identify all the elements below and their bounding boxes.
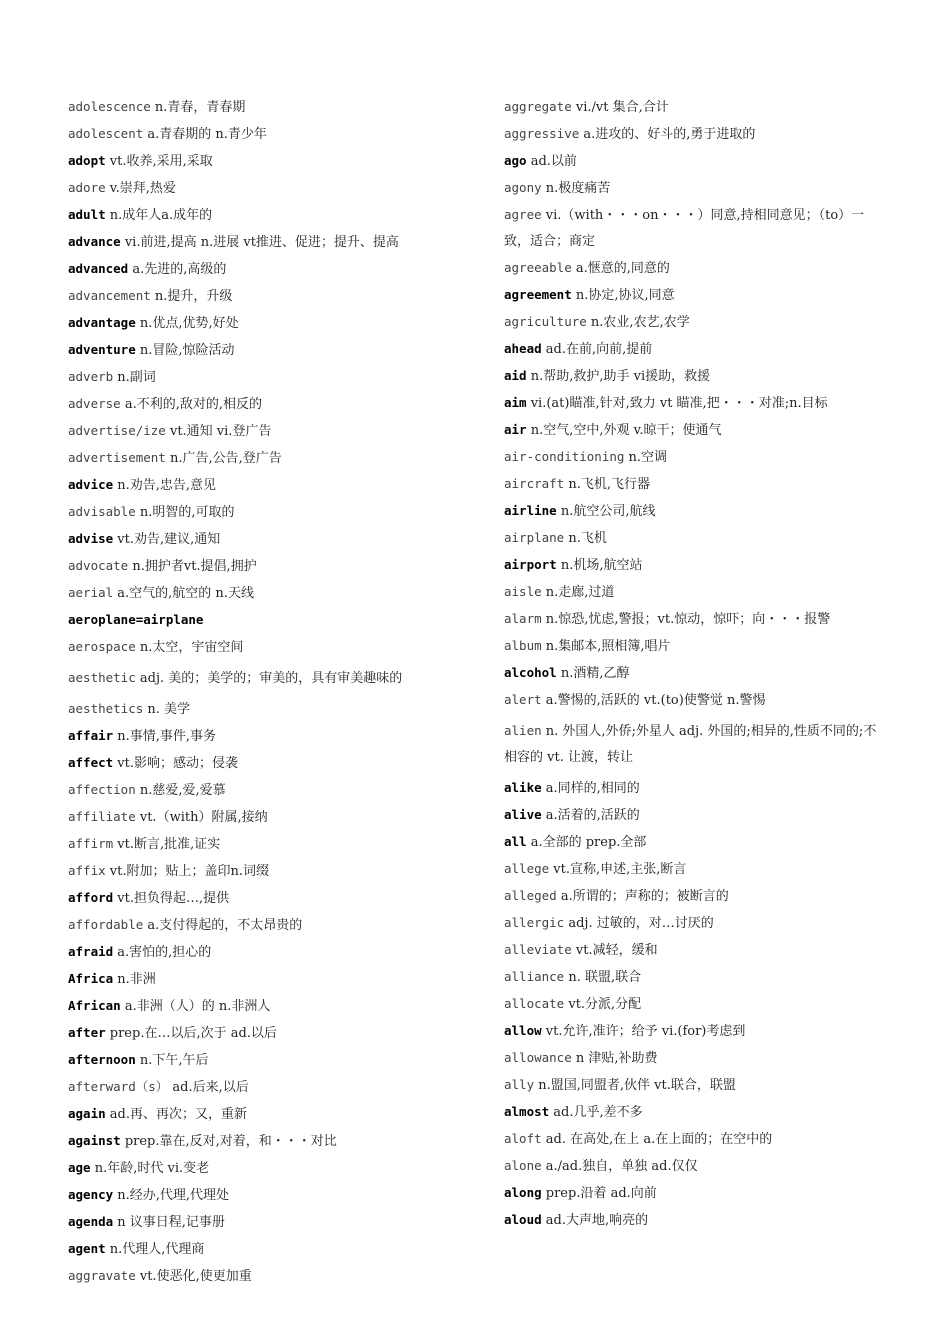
entry-definition: a.害怕的,担心的 bbox=[113, 945, 212, 960]
dictionary-entry bbox=[504, 282, 886, 309]
entry-definition: n.盟国,同盟者,伙伴 vt.联合，联盟 bbox=[534, 1078, 736, 1093]
entry-word: advantage bbox=[68, 315, 136, 330]
entry-definition: ad. 在高处,在上 a.在上面的；在空中的 bbox=[541, 1132, 773, 1147]
entry-definition: a.活着的,活跃的 bbox=[541, 808, 640, 823]
entry-definition: v.崇拜,热爱 bbox=[105, 181, 176, 196]
entry-word: adventure bbox=[68, 342, 136, 357]
entry-definition: n.非洲 bbox=[113, 972, 156, 987]
dictionary-entry bbox=[504, 121, 886, 148]
entry-definition: a.非洲（人）的 n.非洲人 bbox=[120, 999, 271, 1014]
dictionary-entry bbox=[68, 256, 468, 283]
entry-word: affiliate bbox=[68, 809, 136, 824]
entry-definition: a.同样的,相同的 bbox=[541, 781, 640, 796]
entry-word: affirm bbox=[68, 836, 114, 851]
entry-word: agency bbox=[68, 1187, 114, 1202]
entry-definition: a.支付得起的，不太昂贵的 bbox=[143, 918, 303, 933]
dictionary-entry bbox=[504, 856, 886, 883]
entry-definition: vt.劝告,建议,通知 bbox=[113, 532, 221, 547]
dictionary-entry bbox=[68, 1074, 468, 1101]
entry-word: advance bbox=[68, 234, 121, 249]
dictionary-entry bbox=[68, 723, 468, 750]
dictionary-entry bbox=[504, 1072, 886, 1099]
entry-word: advocate bbox=[68, 558, 129, 573]
dictionary-entry bbox=[68, 553, 468, 580]
entry-word: alone bbox=[504, 1158, 542, 1173]
dictionary-entry bbox=[504, 606, 886, 633]
dictionary-entry bbox=[68, 121, 468, 148]
entry-word: allergic bbox=[504, 915, 565, 930]
entry-word: advertise/ize bbox=[68, 423, 166, 438]
entry-definition: n.酒精,乙醇 bbox=[556, 666, 630, 681]
entry-definition: n.冒险,惊险活动 bbox=[135, 343, 235, 358]
entry-definition: n.青春，青春期 bbox=[150, 100, 246, 115]
dictionary-entry bbox=[68, 665, 468, 692]
dictionary-entry bbox=[68, 526, 468, 553]
dictionary-entry bbox=[68, 418, 468, 445]
entry-word: adult bbox=[68, 207, 106, 222]
entry-word: adolescent bbox=[68, 126, 144, 141]
entry-definition: n.年龄,时代 vi.变老 bbox=[90, 1161, 210, 1176]
dictionary-entry bbox=[504, 255, 886, 282]
entry-word: affix bbox=[68, 863, 106, 878]
dictionary-entry bbox=[68, 283, 468, 310]
entry-word: agony bbox=[504, 180, 542, 195]
entry-definition: n.太空，宇宙空间 bbox=[135, 640, 244, 655]
entry-definition: vt.担负得起…,提供 bbox=[113, 891, 230, 906]
dictionary-entry bbox=[504, 175, 886, 202]
entry-word: aim bbox=[504, 395, 527, 410]
dictionary-entry bbox=[68, 912, 468, 939]
entry-word: alliance bbox=[504, 969, 565, 984]
entry-definition: a./ad.独自，单独 ad.仅仅 bbox=[541, 1159, 698, 1174]
dictionary-entry bbox=[68, 1209, 468, 1236]
entry-definition: n.提升，升级 bbox=[150, 289, 233, 304]
entry-word: advanced bbox=[68, 261, 129, 276]
dictionary-entry bbox=[504, 802, 886, 829]
dictionary-entry bbox=[68, 1236, 468, 1263]
dictionary-entry bbox=[504, 390, 886, 417]
entry-word: afternoon bbox=[68, 1052, 136, 1067]
entry-word: all bbox=[504, 834, 527, 849]
entry-definition: vt.减轻，缓和 bbox=[571, 943, 658, 958]
dictionary-entry bbox=[504, 148, 886, 175]
entry-definition: n.广告,公告,登广告 bbox=[165, 451, 282, 466]
entry-word: airline bbox=[504, 503, 557, 518]
entry-word: alien bbox=[504, 723, 542, 738]
entry-definition: n.劝告,忠告,意见 bbox=[113, 478, 217, 493]
dictionary-entry bbox=[504, 309, 886, 336]
entry-definition: n.空调 bbox=[624, 450, 668, 465]
dictionary-entry bbox=[68, 607, 468, 634]
entry-definition: n.成年人a.成年的 bbox=[105, 208, 213, 223]
entry-word: air bbox=[504, 422, 527, 437]
entry-word: allege bbox=[504, 861, 550, 876]
entry-word: along bbox=[504, 1185, 542, 1200]
dictionary-entry bbox=[68, 831, 468, 858]
entry-definition: ad.以前 bbox=[526, 154, 577, 169]
dictionary-entry bbox=[504, 1153, 886, 1180]
entry-word: allocate bbox=[504, 996, 565, 1011]
dictionary-entry bbox=[504, 883, 886, 910]
dictionary-entry bbox=[504, 363, 886, 390]
entry-word: again bbox=[68, 1106, 106, 1121]
dictionary-entry bbox=[68, 445, 468, 472]
entry-word: agreement bbox=[504, 287, 572, 302]
dictionary-entry bbox=[504, 991, 886, 1018]
entry-definition: n.明智的,可取的 bbox=[135, 505, 235, 520]
dictionary-entry bbox=[68, 1047, 468, 1074]
entry-definition: a.不利的,敌对的,相反的 bbox=[120, 397, 262, 412]
entry-definition: adj. 美的；美学的；审美的，具有审美趣味的 bbox=[135, 671, 403, 686]
dictionary-entry bbox=[68, 364, 468, 391]
dictionary-entry bbox=[68, 229, 468, 256]
dictionary-entry bbox=[504, 910, 886, 937]
dictionary-entry bbox=[68, 1101, 468, 1128]
entry-definition: prep.靠在,反对,对着，和・・・对比 bbox=[120, 1134, 337, 1149]
entry-definition: a.空气的,航空的 n.天线 bbox=[113, 586, 254, 601]
dictionary-entry bbox=[68, 310, 468, 337]
entry-word: alert bbox=[504, 692, 542, 707]
dictionary-entry bbox=[68, 337, 468, 364]
entry-definition: vt.通知 vi.登广告 bbox=[165, 424, 272, 439]
entry-word: alive bbox=[504, 807, 542, 822]
dictionary-entry bbox=[504, 444, 886, 471]
dictionary-entry bbox=[68, 175, 468, 202]
entry-word: aeroplane=airplane bbox=[68, 612, 204, 627]
entry-definition: ad.后来,以后 bbox=[168, 1080, 249, 1095]
entry-definition: n.航空公司,航线 bbox=[556, 504, 656, 519]
entry-definition: vi.（with・・・on・・・）同意,持相同意见；（to）一致，适合；商定 bbox=[504, 208, 865, 249]
dictionary-entry bbox=[68, 499, 468, 526]
dictionary-entry bbox=[68, 777, 468, 804]
entry-word: alcohol bbox=[504, 665, 557, 680]
entry-definition: n. 联盟,联合 bbox=[564, 970, 642, 985]
entry-definition: a.青春期的 n.青少年 bbox=[143, 127, 267, 142]
entry-word: aloud bbox=[504, 1212, 542, 1227]
entry-word: ago bbox=[504, 153, 527, 168]
dictionary-entry bbox=[68, 634, 468, 661]
entry-definition: vt.使恶化,使更加重 bbox=[135, 1269, 252, 1284]
entry-definition: n.优点,优势,好处 bbox=[135, 316, 239, 331]
dictionary-entry bbox=[504, 1180, 886, 1207]
entry-definition: vt.宣称,申述,主张,断言 bbox=[549, 862, 687, 877]
entry-word: advisable bbox=[68, 504, 136, 519]
dictionary-entry bbox=[68, 939, 468, 966]
entry-word: affordable bbox=[68, 917, 144, 932]
entry-definition: n.惊恐,忧虑,警报；vt.惊动，惊吓；向・・・报警 bbox=[541, 612, 831, 627]
entry-word: agree bbox=[504, 207, 542, 222]
entry-word: agenda bbox=[68, 1214, 114, 1229]
entry-definition: vt.附加；贴上；盖印n.词缀 bbox=[105, 864, 269, 879]
entry-word: alike bbox=[504, 780, 542, 795]
dictionary-entry bbox=[68, 858, 468, 885]
entry-word: aesthetics bbox=[68, 701, 144, 716]
entry-definition: n.极度痛苦 bbox=[541, 181, 611, 196]
entry-word: almost bbox=[504, 1104, 550, 1119]
entry-word: Africa bbox=[68, 971, 114, 986]
entry-definition: prep.在…以后,次于 ad.以后 bbox=[105, 1026, 277, 1041]
dictionary-entry bbox=[504, 525, 886, 552]
entry-definition: a.所谓的；声称的；被断言的 bbox=[556, 889, 729, 904]
dictionary-entry bbox=[68, 966, 468, 993]
entry-word: air-conditioning bbox=[504, 449, 625, 464]
entry-word: against bbox=[68, 1133, 121, 1148]
dictionary-entry bbox=[504, 964, 886, 991]
dictionary-entry bbox=[68, 1263, 468, 1290]
entry-word: after bbox=[68, 1025, 106, 1040]
entry-word: adverse bbox=[68, 396, 121, 411]
entry-word: aerial bbox=[68, 585, 114, 600]
dictionary-entry bbox=[68, 472, 468, 499]
dictionary-entry bbox=[68, 202, 468, 229]
dictionary-entry bbox=[504, 1126, 886, 1153]
entry-definition: n.机场,航空站 bbox=[556, 558, 643, 573]
entry-definition: adj. 过敏的，对…讨厌的 bbox=[564, 916, 714, 931]
dictionary-entry bbox=[68, 696, 468, 723]
entry-word: aircraft bbox=[504, 476, 565, 491]
dictionary-entry bbox=[504, 336, 886, 363]
dictionary-entry bbox=[68, 885, 468, 912]
entry-word: aggressive bbox=[504, 126, 580, 141]
dictionary-entry bbox=[504, 718, 886, 771]
entry-definition: ad.几乎,差不多 bbox=[549, 1105, 643, 1120]
entry-definition: vt.断言,批准,证实 bbox=[113, 837, 221, 852]
dictionary-entry bbox=[68, 804, 468, 831]
entry-word: alarm bbox=[504, 611, 542, 626]
entry-definition: a.先进的,高级的 bbox=[128, 262, 227, 277]
entry-definition: n. 外国人,外侨;外星人 adj. 外国的;相异的,性质不同的;不相容的 vt. 让渡，转让 bbox=[504, 724, 877, 765]
entry-definition: n. 美学 bbox=[143, 702, 191, 717]
entry-definition: n.集邮本,照相簿,唱片 bbox=[541, 639, 671, 654]
dictionary-entry bbox=[504, 94, 886, 121]
right-column bbox=[504, 94, 886, 1234]
entry-word: affect bbox=[68, 755, 114, 770]
entry-definition: a.警惕的,活跃的 vt.(to)使警觉 n.警惕 bbox=[541, 693, 766, 708]
entry-word: advertisement bbox=[68, 450, 166, 465]
entry-word: afford bbox=[68, 890, 114, 905]
entry-definition: ad.再、再次；又，重新 bbox=[105, 1107, 247, 1122]
entry-word: agreeable bbox=[504, 260, 572, 275]
dictionary-entry bbox=[68, 993, 468, 1020]
entry-definition: n.协定,协议,同意 bbox=[571, 288, 675, 303]
entry-word: aid bbox=[504, 368, 527, 383]
entry-definition: vt.影响；感动；侵袭 bbox=[113, 756, 238, 771]
dictionary-entry bbox=[68, 1182, 468, 1209]
entry-word: album bbox=[504, 638, 542, 653]
entry-definition: prep.沿着 ad.向前 bbox=[541, 1186, 657, 1201]
entry-definition: a.进攻的、好斗的,勇于进取的 bbox=[579, 127, 756, 142]
dictionary-entry bbox=[504, 829, 886, 856]
entry-definition: ad.在前,向前,提前 bbox=[541, 342, 653, 357]
dictionary-entry bbox=[504, 471, 886, 498]
entry-definition: vt.分派,分配 bbox=[564, 997, 642, 1012]
dictionary-entry bbox=[504, 1207, 886, 1234]
entry-definition: n.走廊,过道 bbox=[541, 585, 615, 600]
entry-definition: n.空气,空中,外观 v.晾干；使通气 bbox=[526, 423, 722, 438]
entry-definition: vi.前进,提高 n.进展 vt推进、促进；提升、提高 bbox=[120, 235, 399, 250]
entry-word: aesthetic bbox=[68, 670, 136, 685]
entry-word: advise bbox=[68, 531, 114, 546]
entry-definition: n.帮助,救护,助手 vi援助，救援 bbox=[526, 369, 711, 384]
entry-word: aloft bbox=[504, 1131, 542, 1146]
entry-word: advancement bbox=[68, 288, 151, 303]
dictionary-entry bbox=[504, 1099, 886, 1126]
entry-definition: a.全部的 prep.全部 bbox=[526, 835, 647, 850]
dictionary-entry bbox=[68, 391, 468, 418]
entry-word: airport bbox=[504, 557, 557, 572]
dictionary-entry bbox=[504, 775, 886, 802]
entry-word: allowance bbox=[504, 1050, 572, 1065]
entry-definition: vt.收养,采用,采取 bbox=[105, 154, 213, 169]
entry-word: afraid bbox=[68, 944, 114, 959]
entry-word: agriculture bbox=[504, 314, 587, 329]
entry-word: alleged bbox=[504, 888, 557, 903]
entry-word: airplane bbox=[504, 530, 565, 545]
entry-word: affection bbox=[68, 782, 136, 797]
entry-definition: vt.（with）附属,接纳 bbox=[135, 810, 268, 825]
entry-definition: n.农业,农艺,农学 bbox=[586, 315, 690, 330]
dictionary-entry bbox=[504, 552, 886, 579]
dictionary-entry bbox=[68, 148, 468, 175]
entry-word: allow bbox=[504, 1023, 542, 1038]
entry-definition: n.拥护者vt.提倡,拥护 bbox=[128, 559, 257, 574]
entry-definition: n.飞机,飞行器 bbox=[564, 477, 650, 492]
entry-word: advice bbox=[68, 477, 114, 492]
dictionary-entry bbox=[504, 498, 886, 525]
left-column bbox=[68, 94, 468, 1290]
entry-definition: n.飞机 bbox=[564, 531, 607, 546]
entry-definition: n 津贴,补助费 bbox=[571, 1051, 658, 1066]
entry-definition: n.下午,午后 bbox=[135, 1053, 209, 1068]
entry-word: age bbox=[68, 1160, 91, 1175]
entry-definition: n.经办,代理,代理处 bbox=[113, 1188, 230, 1203]
entry-word: aggravate bbox=[68, 1268, 136, 1283]
entry-definition: ad.大声地,响亮的 bbox=[541, 1213, 649, 1228]
entry-word: adolescence bbox=[68, 99, 151, 114]
entry-word: aerospace bbox=[68, 639, 136, 654]
entry-word: adopt bbox=[68, 153, 106, 168]
dictionary-entry bbox=[504, 633, 886, 660]
dictionary-entry bbox=[504, 579, 886, 606]
dictionary-entry bbox=[504, 202, 886, 255]
entry-word: adverb bbox=[68, 369, 114, 384]
entry-word: aisle bbox=[504, 584, 542, 599]
entry-definition: vi./vt 集合,合计 bbox=[571, 100, 669, 115]
entry-definition: n.慈爱,爱,爱慕 bbox=[135, 783, 226, 798]
dictionary-entry bbox=[504, 660, 886, 687]
entry-word: ahead bbox=[504, 341, 542, 356]
entry-word: alleviate bbox=[504, 942, 572, 957]
entry-definition: vi.(at)瞄准,针对,致力 vt 瞄准,把・・・对准;n.目标 bbox=[526, 396, 828, 411]
entry-definition: n 议事日程,记事册 bbox=[113, 1215, 225, 1230]
dictionary-entry bbox=[504, 1045, 886, 1072]
entry-word: afterward（s） bbox=[68, 1079, 169, 1094]
entry-definition: vt.允许,准许；给予 vi.(for)考虑到 bbox=[541, 1024, 746, 1039]
dictionary-entry bbox=[504, 937, 886, 964]
entry-word: agent bbox=[68, 1241, 106, 1256]
dictionary-entry bbox=[68, 580, 468, 607]
dictionary-entry bbox=[68, 1128, 468, 1155]
entry-word: ally bbox=[504, 1077, 535, 1092]
dictionary-entry bbox=[504, 687, 886, 714]
entry-word: adore bbox=[68, 180, 106, 195]
dictionary-entry bbox=[68, 1020, 468, 1047]
entry-word: affair bbox=[68, 728, 114, 743]
dictionary-entry bbox=[504, 1018, 886, 1045]
dictionary-entry bbox=[68, 1155, 468, 1182]
dictionary-entry bbox=[504, 417, 886, 444]
entry-word: African bbox=[68, 998, 121, 1013]
dictionary-entry bbox=[68, 94, 468, 121]
dictionary-entry bbox=[68, 750, 468, 777]
entry-word: aggregate bbox=[504, 99, 572, 114]
entry-definition: n.事情,事件,事务 bbox=[113, 729, 217, 744]
entry-definition: a.惬意的,同意的 bbox=[571, 261, 670, 276]
entry-definition: n.代理人,代理商 bbox=[105, 1242, 205, 1257]
entry-definition: n.副词 bbox=[113, 370, 156, 385]
